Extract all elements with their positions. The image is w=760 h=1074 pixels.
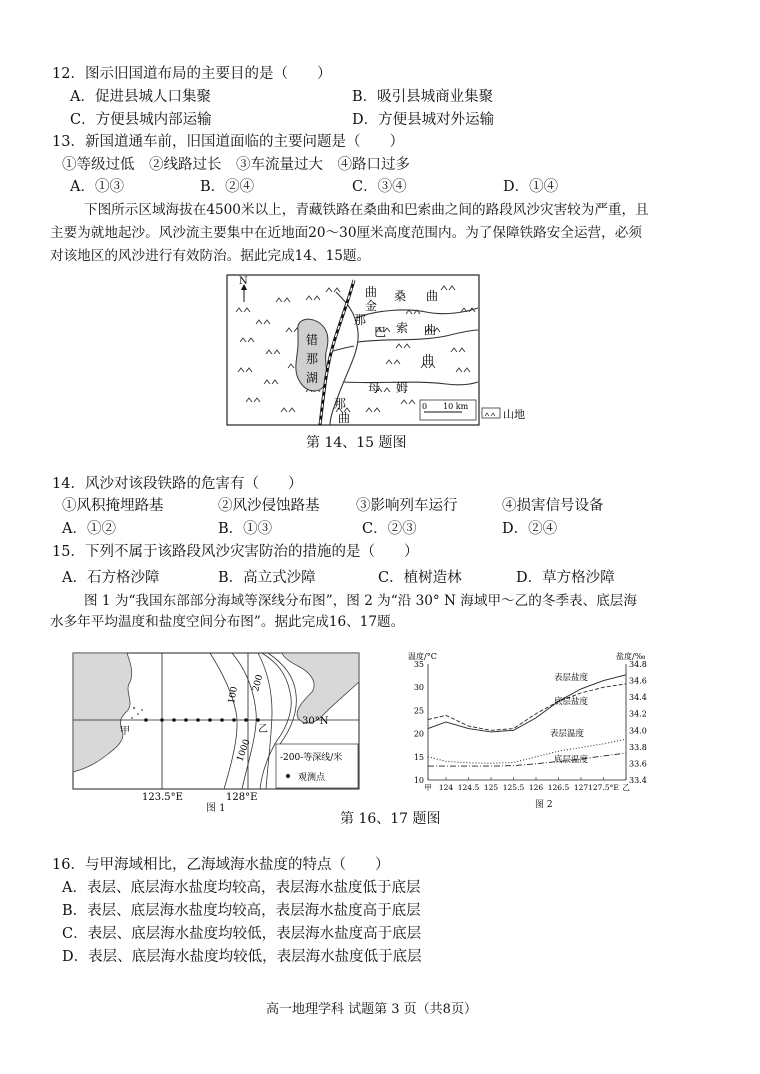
y-left-tick: 10 xyxy=(413,776,424,785)
q16-option-c[interactable]: C．表层、底层海水盐度均较低，表层海水盐度高于底层 xyxy=(62,926,422,942)
y-right-tick: 34.4 xyxy=(629,693,647,703)
contour-100-label: 100 xyxy=(227,685,240,705)
q16-option-b[interactable]: B．表层、底层海水盐度均较高，表层海水盐度高于底层 xyxy=(62,903,421,919)
q16-stem: 16．与甲海域相比，乙海域海水盐度的特点（ ） xyxy=(52,857,390,873)
intro2-line1: 图 1 为“我国东部部分海域等深线分布图”，图 2 为“沿 30° N 海域甲～乙的冬季表、底层海 xyxy=(84,593,637,609)
q14-item-3: ③影响列车运行 xyxy=(356,498,458,514)
lat-label: 30°N xyxy=(302,716,329,727)
yi-label: 乙 xyxy=(258,724,268,735)
q14-option-d[interactable]: D．②④ xyxy=(502,521,558,537)
q16-option-d[interactable]: D．表层、底层海水盐度均较低，表层海水盐度低于底层 xyxy=(62,949,422,965)
x-tick: 乙 xyxy=(622,783,630,792)
y-left-label: 温度/°C xyxy=(408,652,437,661)
fig2-label: 图 2 xyxy=(535,800,553,810)
sangqu-label-2: 桑 xyxy=(394,289,407,303)
q12-option-d[interactable]: D．方便县城对外运输 xyxy=(352,112,495,128)
series-line-2 xyxy=(428,739,626,763)
y-right-tick: 33.8 xyxy=(629,742,647,752)
q15-stem: 15．下列不属于该路段风沙灾害防治的措施的是（ ） xyxy=(52,544,419,560)
q14-item-1: ①风积掩埋路基 xyxy=(62,498,164,514)
lake-label-2: 那 xyxy=(306,352,319,366)
muni-label-3: 姆 xyxy=(396,381,409,395)
q15-option-a[interactable]: A．石方格沙障 xyxy=(62,570,160,586)
series-label-0: 表层盐度 xyxy=(554,673,589,683)
q13-option-a[interactable]: A．①③ xyxy=(70,179,124,195)
x-tick: 124 xyxy=(438,783,454,792)
q14-item-4: ④损害信号设备 xyxy=(502,498,604,514)
y-right-tick: 33.6 xyxy=(629,759,647,769)
x-tick: 126 xyxy=(528,783,544,792)
sangqu-label-3: 曲 xyxy=(426,289,439,303)
basuo-label-3: 曲 xyxy=(424,323,437,337)
q15-option-b[interactable]: B．高立式沙障 xyxy=(218,570,316,586)
y-right-label: 盐度/‰ xyxy=(616,652,646,661)
series-line-3 xyxy=(428,753,626,766)
figure2-chart xyxy=(404,650,664,806)
y-right-tick: 34.2 xyxy=(629,709,647,719)
q14-stem: 14．风沙对该段铁路的危害有（ ） xyxy=(52,476,303,492)
q14-item-2: ②风沙侵蚀路基 xyxy=(218,498,320,514)
x-tick: 125.5 xyxy=(502,783,525,792)
jinna-label-2: 那 xyxy=(354,313,367,327)
q14-option-a[interactable]: A．①② xyxy=(62,521,116,537)
q14-option-c[interactable]: C．②③ xyxy=(362,521,417,537)
series-label-2: 表层温度 xyxy=(550,729,585,739)
muni-label-1: 曲 xyxy=(422,353,435,367)
y-left-tick: 15 xyxy=(413,752,424,762)
y-right-tick: 33.4 xyxy=(629,776,647,785)
q14-option-b[interactable]: B．①③ xyxy=(218,521,273,537)
legend-contour: -200-等深线/米 xyxy=(280,753,343,763)
q16-option-a[interactable]: A．表层、底层海水盐度均较高，表层海水盐度低于底层 xyxy=(62,880,421,896)
jinna-label-1: 金 xyxy=(365,299,378,313)
q12-option-b[interactable]: B．吸引县城商业集聚 xyxy=(352,89,494,105)
q12-option-c[interactable]: C．方便县城内部运输 xyxy=(70,112,212,128)
y-left-tick: 35 xyxy=(413,660,424,669)
series-line-0 xyxy=(428,675,626,732)
legend-mountain-label: 山地 xyxy=(503,408,525,421)
series-label-3: 底层温度 xyxy=(554,755,589,765)
x-tick: 124.5 xyxy=(457,783,480,792)
sangqu-label-1: 曲 xyxy=(365,285,378,299)
intro1-line3: 对该地区的风沙进行有效防治。据此完成14、15题。 xyxy=(50,248,371,264)
lon2-label: 128°E xyxy=(226,792,258,802)
legend-point: 观测点 xyxy=(298,773,326,783)
jia-label: 甲 xyxy=(120,726,130,737)
intro1-line1: 下图所示区域海拔在4500米以上，青藏铁路在桑曲和巴索曲之间的路段风沙灾害较为严重，且 xyxy=(84,202,649,218)
railway-map xyxy=(226,272,536,428)
x-tick: 127.5°E xyxy=(588,783,619,792)
figure1-isobath-map xyxy=(72,652,362,802)
contour-1000-label: 1000 xyxy=(235,738,253,764)
basuo-label-1: 巴 xyxy=(374,325,387,339)
page-footer: 高一地理学科 试题第 3 页（共8页） xyxy=(266,1002,477,1017)
north-label: N xyxy=(239,276,248,287)
y-right-tick: 34.8 xyxy=(629,660,647,669)
contour-200-label: 200 xyxy=(251,673,266,693)
y-right-tick: 34.0 xyxy=(629,726,647,736)
q13-option-c[interactable]: C．③④ xyxy=(352,179,407,195)
x-tick: 125 xyxy=(483,783,499,792)
naqu-label-2: 曲 xyxy=(338,411,351,425)
map1-caption: 第 14、15 题图 xyxy=(306,435,407,451)
y-left-tick: 30 xyxy=(413,683,424,693)
scale-label: 0 10 km xyxy=(422,402,469,411)
q13-items: ①等级过低 ②线路过长 ③车流量过大 ④路口过多 xyxy=(62,157,410,173)
q15-option-c[interactable]: C．植树造林 xyxy=(378,570,462,586)
q12-stem: 12．图示旧国道布局的主要目的是（ ） xyxy=(52,66,332,82)
q15-option-d[interactable]: D．草方格沙障 xyxy=(516,570,615,586)
q13-option-d[interactable]: D．①④ xyxy=(503,179,559,195)
fig-caption-16-17: 第 16、17 题图 xyxy=(340,811,441,827)
series-label-1: 底层盐度 xyxy=(554,697,589,707)
q12-option-a[interactable]: A．促进县城人口集聚 xyxy=(70,89,211,105)
intro1-line2: 主要为就地起沙。风沙流主要集中在近地面20～30厘米高度范围内。为了保障铁路安全运营，必须 xyxy=(50,225,642,241)
lake-label-3: 湖 xyxy=(306,371,319,385)
naqu-label-1: 那 xyxy=(334,397,347,411)
q13-stem: 13．新国道通车前，旧国道面临的主要问题是（ ） xyxy=(52,134,404,150)
lake-label-1: 错 xyxy=(306,333,319,347)
y-left-tick: 20 xyxy=(413,729,424,739)
y-right-tick: 34.6 xyxy=(629,676,647,686)
fig1-label: 图 1 xyxy=(206,803,226,814)
y-left-tick: 25 xyxy=(413,706,424,716)
muni-label-2: 母 xyxy=(368,381,381,395)
x-tick: 126.5 xyxy=(547,783,570,792)
x-tick: 127 xyxy=(573,783,589,792)
q13-option-b[interactable]: B．②④ xyxy=(200,179,255,195)
intro2-line2: 水多年平均温度和盐度空间分布图”。据此完成16、17题。 xyxy=(50,614,405,630)
lon1-label: 123.5°E xyxy=(142,792,183,802)
basuo-label-2: 索 xyxy=(396,321,409,335)
x-tick: 甲 xyxy=(424,783,432,792)
